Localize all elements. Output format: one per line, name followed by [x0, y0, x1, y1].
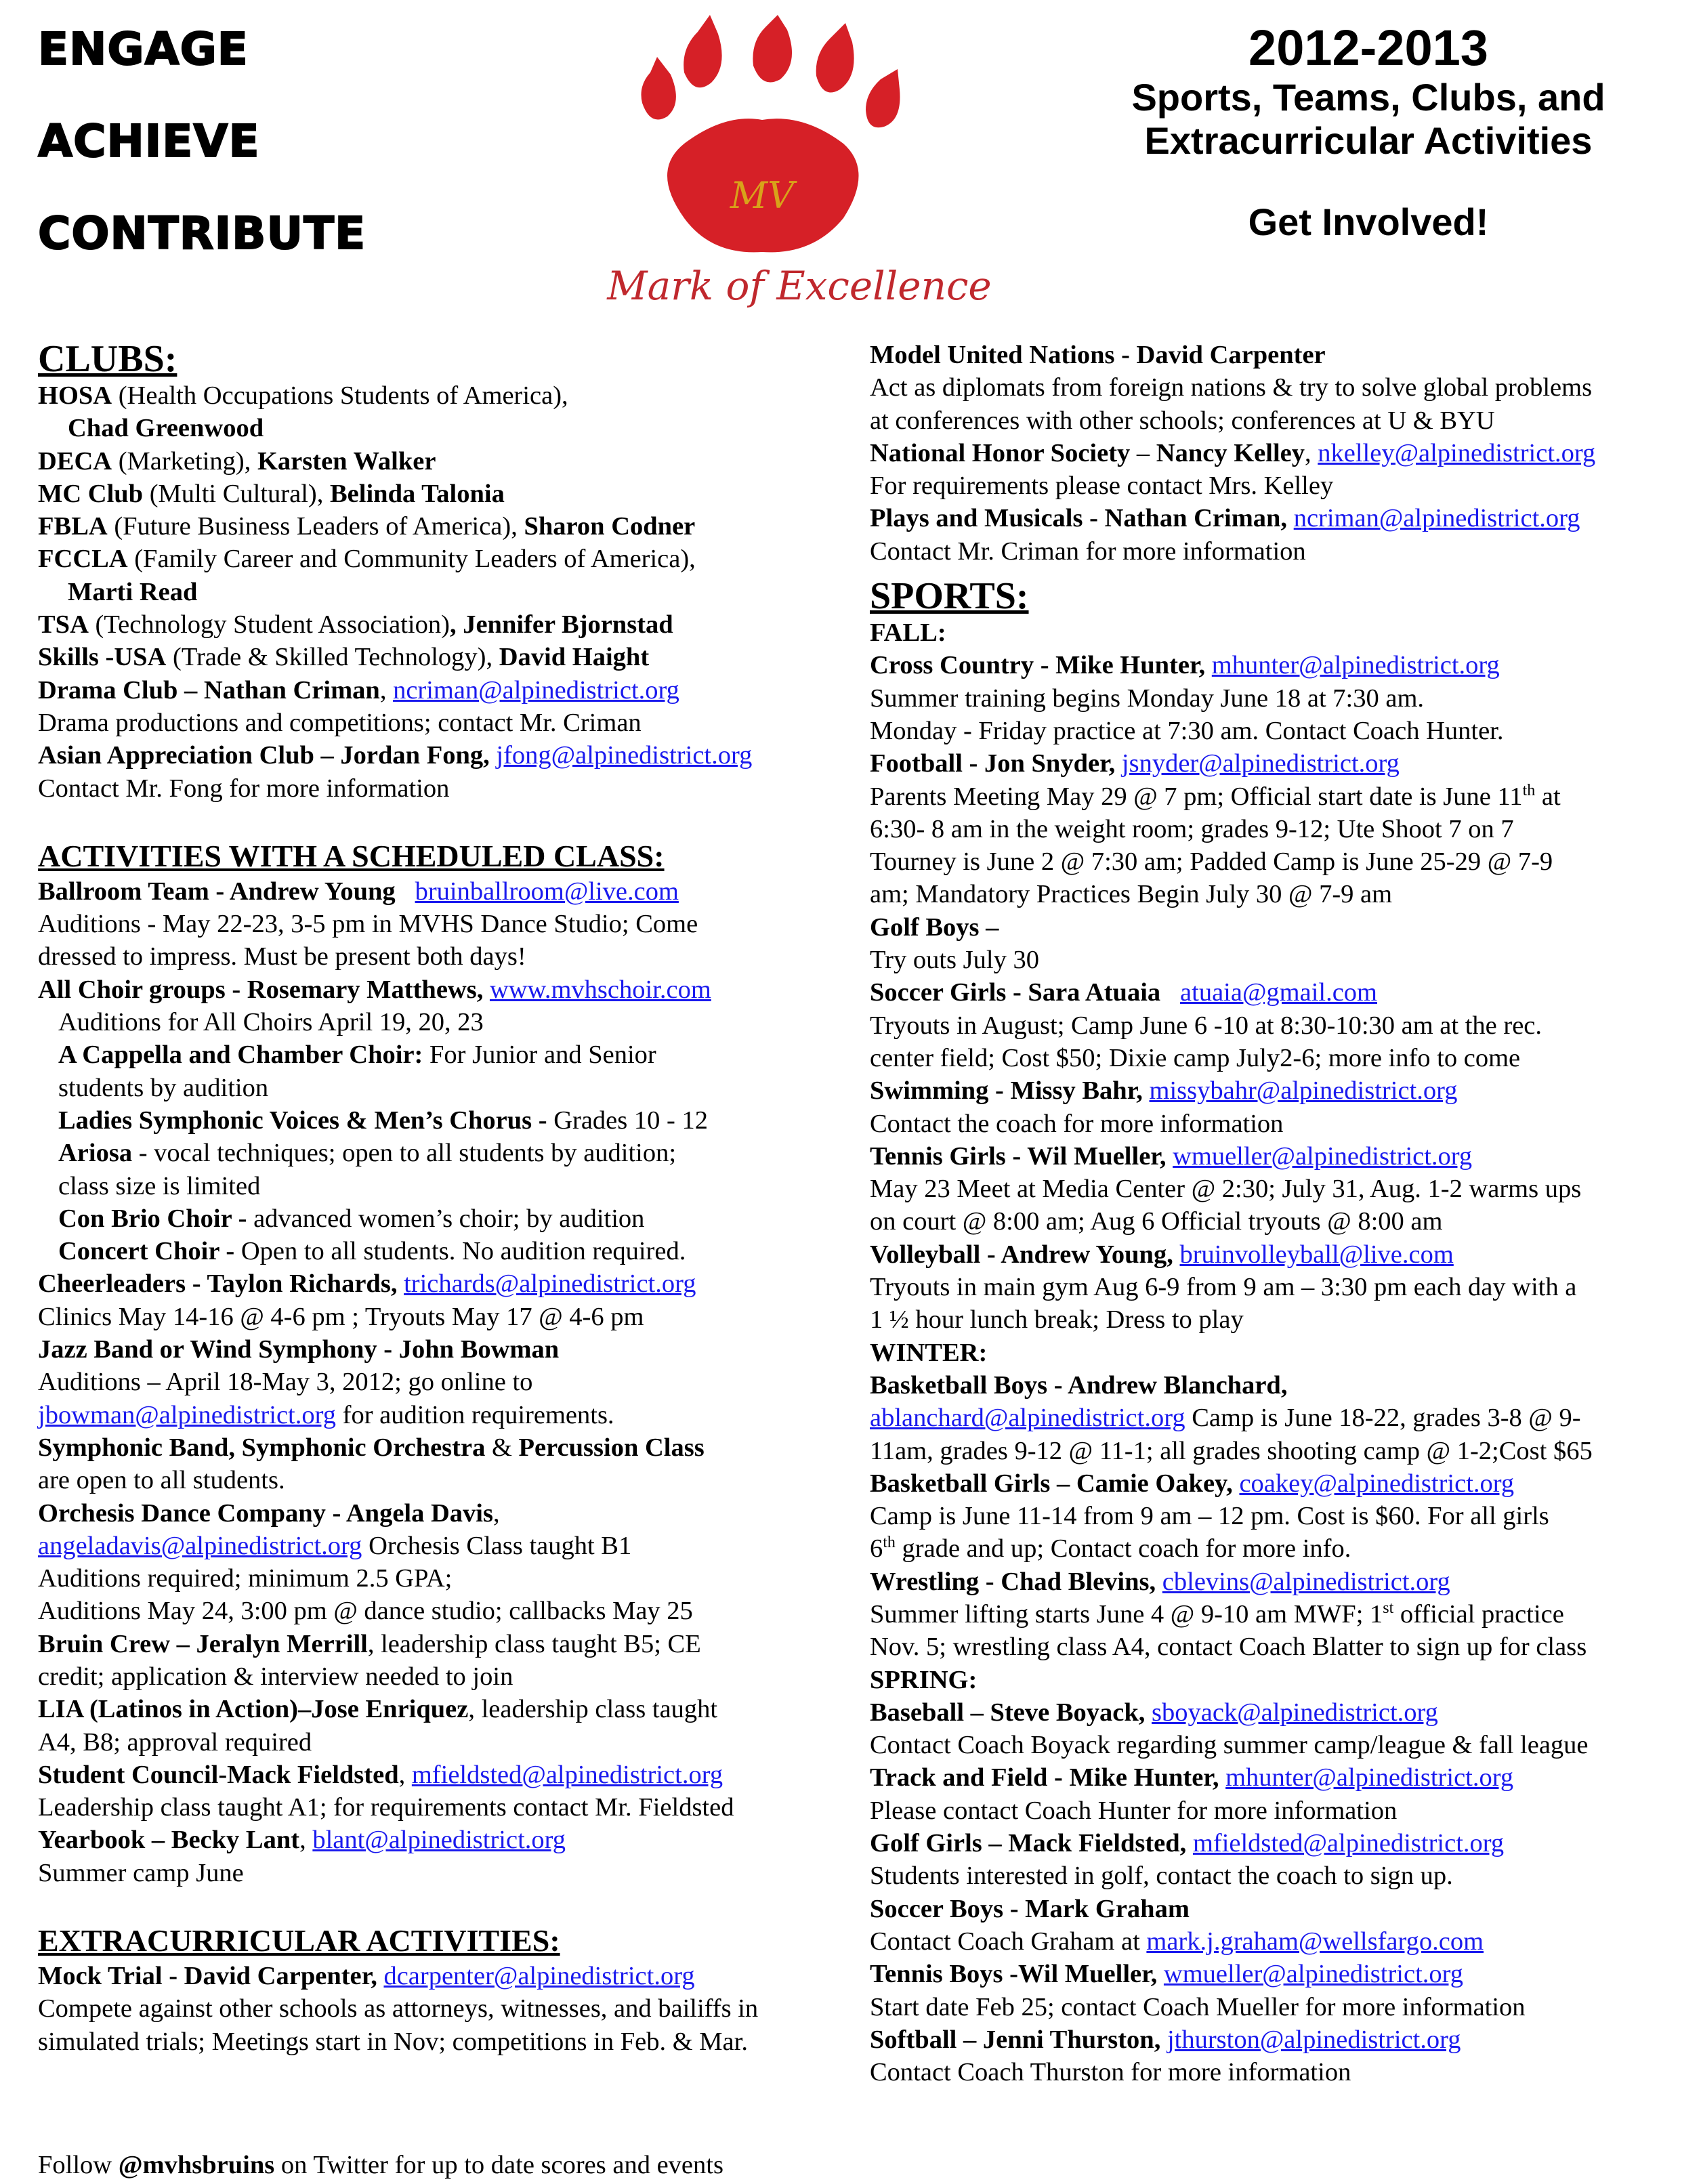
- sport-soccer-girls-l2: center field; Cost $50; Dixie camp July2-6; more info to come: [870, 1043, 1521, 1072]
- ext-mock: Mock Trial - David Carpenter, dcarpenter@alpinedistrict.org: [38, 1962, 695, 1991]
- sport-track: Track and Field - Mike Hunter, mhunter@alpinedistrict.org: [870, 1763, 1514, 1792]
- club-mc: MC Club (Multi Cultural), Belinda Talonia: [38, 479, 505, 508]
- act-band: Symphonic Band, Symphonic Orchestra & Percussion Class: [38, 1433, 705, 1462]
- act-lia: LIA (Latinos in Action)–Jose Enriquez, leadership class taught: [38, 1695, 718, 1724]
- club-asian: Asian Appreciation Club – Jordan Fong, jfong@alpinedistrict.org: [38, 741, 753, 770]
- doc-title-block: [1084, 20, 1653, 244]
- act-ariosa: Ariosa - vocal techniques; open to all students by audition;: [58, 1139, 677, 1168]
- sport-track-note: Please contact Coach Hunter for more information: [870, 1796, 1398, 1825]
- ext-nhs: National Honor Society – Nancy Kelley, nkelley@alpinedistrict.org: [870, 438, 1596, 467]
- sport-softball: Softball – Jenni Thurston, jthurston@alpinedistrict.org: [870, 2025, 1461, 2054]
- ballroom-email-link[interactable]: bruinballroom@live.com: [415, 877, 679, 906]
- soccer-boys-email-link[interactable]: mark.j.graham@wellsfargo.com: [1146, 1927, 1484, 1956]
- logo-caption: Mark of Excellence: [607, 263, 992, 309]
- sport-soccer-girls: Soccer Girls - Sara Atuaia atuaia@gmail.com: [870, 978, 1377, 1007]
- act-choir-auditions: Auditions for All Choirs April 19, 20, 23: [58, 1008, 484, 1037]
- ext-mun-l2: at conferences with other schools; conferences at U & BYU: [870, 406, 1495, 435]
- baseball-email-link[interactable]: sboyack@alpinedistrict.org: [1152, 1698, 1438, 1727]
- sport-soccer-girls-l1: Tryouts in August; Camp June 6 -10 at 8:30-10:30 am at the rec.: [870, 1011, 1542, 1040]
- sport-wrestling-l2: Nov. 5; wrestling class A4, contact Coach Blatter to sign up for class: [870, 1633, 1587, 1662]
- sport-golf-boys: Golf Boys –: [870, 912, 999, 942]
- council-email-link[interactable]: mfieldsted@alpinedistrict.org: [411, 1760, 723, 1789]
- season-spring: SPRING:: [870, 1665, 978, 1694]
- sport-softball-note: Contact Coach Thurston for more information: [870, 2058, 1351, 2087]
- act-cheer: Cheerleaders - Taylon Richards, trichards@alpinedistrict.org: [38, 1269, 696, 1299]
- season-winter: WINTER:: [870, 1338, 988, 1367]
- drama-email-link[interactable]: ncriman@alpinedistrict.org: [393, 675, 679, 705]
- act-band-note: are open to all students.: [38, 1466, 285, 1495]
- act-cappella: A Cappella and Chamber Choir: For Junior and Senior: [58, 1041, 656, 1070]
- sport-basketball-girls: Basketball Girls – Camie Oakey, coakey@alpinedistrict.org: [870, 1469, 1515, 1498]
- track-email-link[interactable]: mhunter@alpinedistrict.org: [1225, 1763, 1514, 1792]
- act-ladies: Ladies Symphonic Voices & Men’s Chorus - Grades 10 - 12: [58, 1106, 708, 1135]
- motto-engage: ENGAGE: [38, 23, 249, 75]
- act-ballroom-l1: Auditions - May 22-23, 3-5 pm in MVHS Dance Studio; Come: [38, 910, 698, 939]
- motto-contribute: CONTRIBUTE: [38, 207, 366, 259]
- year-title: 2012-2013: [1248, 20, 1488, 76]
- act-council-note: Leadership class taught A1; for requirements contact Mr. Fieldsted: [38, 1793, 734, 1822]
- club-fccla: FCCLA (Family Career and Community Leaders of America),: [38, 545, 696, 574]
- act-orchesis: Orchesis Dance Company - Angela Davis,: [38, 1498, 500, 1528]
- act-jazz: Jazz Band or Wind Symphony - John Bowman: [38, 1335, 560, 1364]
- asian-email-link[interactable]: jfong@alpinedistrict.org: [496, 741, 753, 770]
- act-crew-l2: credit; application & interview needed to join: [38, 1662, 513, 1691]
- club-drama: Drama Club – Nathan Criman, ncriman@alpinedistrict.org: [38, 675, 679, 705]
- sport-swimming-note: Contact the coach for more information: [870, 1109, 1284, 1138]
- golf-girls-email-link[interactable]: mfieldsted@alpinedistrict.org: [1192, 1829, 1505, 1858]
- club-hosa-advisor: Chad Greenwood: [68, 414, 264, 443]
- ext-plays: Plays and Musicals - Nathan Criman, ncriman@alpinedistrict.org: [870, 504, 1580, 533]
- yearbook-email-link[interactable]: blant@alpinedistrict.org: [312, 1826, 566, 1855]
- sport-tennis-girls-l1: May 23 Meet at Media Center @ 2:30; July 31, Aug. 1-2 warms ups: [870, 1175, 1582, 1204]
- ext-mock-l1: Compete against other schools as attorneys, witnesses, and bailiffs in: [38, 1994, 759, 2023]
- act-ballroom: Ballroom Team - Andrew Young bruinballroom@live.com: [38, 877, 679, 906]
- ext-mock-l2: simulated trials; Meetings start in Nov; competitions in Feb. & Mar.: [38, 2027, 748, 2056]
- twitter-handle: @mvhsbruins: [118, 2151, 275, 2179]
- tennis-girls-email-link[interactable]: wmueller@alpinedistrict.org: [1173, 1141, 1473, 1171]
- act-ballroom-l2: dressed to impress. Must be present both days!: [38, 942, 526, 971]
- plays-email-link[interactable]: ncriman@alpinedistrict.org: [1293, 504, 1580, 533]
- club-drama-note: Drama productions and competitions; contact Mr. Criman: [38, 708, 642, 737]
- sport-baseball: Baseball – Steve Boyack, sboyack@alpinedistrict.org: [870, 1698, 1438, 1727]
- act-orchesis-l1: angeladavis@alpinedistrict.org Orchesis Class taught B1: [38, 1531, 632, 1560]
- ext-mun: Model United Nations - David Carpenter: [870, 341, 1326, 369]
- xc-email-link[interactable]: mhunter@alpinedistrict.org: [1211, 651, 1500, 680]
- ext-mun-l1: Act as diplomats from foreign nations & try to solve global problems: [870, 373, 1593, 402]
- club-fccla-advisor: Marti Read: [68, 577, 198, 606]
- sport-football-l4: am; Mandatory Practices Begin July 30 @ 7-9 am: [870, 880, 1393, 909]
- activities-heading: ACTIVITIES WITH A SCHEDULED CLASS:: [38, 838, 665, 873]
- soccer-girls-email-link[interactable]: atuaia@gmail.com: [1180, 978, 1377, 1007]
- ext-plays-note: Contact Mr. Criman for more information: [870, 537, 1306, 566]
- basketball-girls-email-link[interactable]: coakey@alpinedistrict.org: [1239, 1469, 1515, 1498]
- season-fall: FALL:: [870, 618, 946, 648]
- act-cappella-l2: students by audition: [58, 1073, 269, 1102]
- act-jazz-l2: jbowman@alpinedistrict.org for audition requirements.: [38, 1400, 614, 1429]
- act-orchesis-l3: Auditions May 24, 3:00 pm @ dance studio; callbacks May 25: [38, 1597, 693, 1626]
- logo-initials: MV: [730, 174, 795, 217]
- left-column: [38, 339, 837, 2058]
- act-conbrio: Con Brio Choir - advanced women’s choir; by audition: [58, 1204, 645, 1233]
- sport-baseball-note: Contact Coach Boyack regarding summer camp/league & fall league: [870, 1731, 1589, 1760]
- subtitle-line-2: Extracurricular Activities: [1144, 119, 1593, 162]
- sport-xc-l1: Summer training begins Monday June 18 at 7:30 am.: [870, 684, 1425, 713]
- mock-email-link[interactable]: dcarpenter@alpinedistrict.org: [383, 1962, 695, 1991]
- sport-swimming: Swimming - Missy Bahr, missybahr@alpinedistrict.org: [870, 1076, 1458, 1106]
- jazz-email-link[interactable]: jbowman@alpinedistrict.org: [38, 1400, 336, 1429]
- sport-soccer-boys: Soccer Boys - Mark Graham: [870, 1894, 1190, 1923]
- motto-achieve: ACHIEVE: [38, 115, 260, 167]
- sports-heading: SPORTS:: [870, 575, 1029, 618]
- tennis-boys-email-link[interactable]: wmueller@alpinedistrict.org: [1163, 1960, 1464, 1989]
- act-concert: Concert Choir - Open to all students. No audition required.: [58, 1237, 686, 1266]
- basketball-boys-email-link[interactable]: ablanchard@alpinedistrict.org: [870, 1404, 1185, 1433]
- sport-wrestling: Wrestling - Chad Blevins, cblevins@alpinedistrict.org: [870, 1567, 1450, 1596]
- club-hosa: HOSA (Health Occupations Students of America),: [38, 381, 568, 410]
- subtitle-line-1: Sports, Teams, Clubs, and: [1131, 76, 1605, 119]
- ext-nhs-note: For requirements please contact Mrs. Kelley: [870, 471, 1334, 501]
- sport-tennis-boys-note: Start date Feb 25; contact Coach Mueller for more information: [870, 1992, 1526, 2021]
- orchesis-email-link[interactable]: angeladavis@alpinedistrict.org: [38, 1531, 362, 1560]
- sport-football-l3: Tourney is June 2 @ 7:30 am; Padded Camp is June 25-29 @ 7-9: [870, 847, 1553, 877]
- football-email-link[interactable]: jsnyder@alpinedistrict.org: [1121, 749, 1400, 778]
- choir-url-link[interactable]: www.mvhschoir.com: [489, 975, 711, 1004]
- softball-email-link[interactable]: jthurston@alpinedistrict.org: [1167, 2025, 1461, 2054]
- sport-tennis-girls: Tennis Girls - Wil Mueller, wmueller@alpinedistrict.org: [870, 1141, 1473, 1171]
- club-tsa: TSA (Technology Student Association), Jennifer Bjornstad: [38, 610, 673, 639]
- clubs-heading: CLUBS:: [38, 338, 177, 380]
- sport-golf-girls: Golf Girls – Mack Fieldsted, mfieldsted@alpinedistrict.org: [870, 1829, 1505, 1858]
- right-column: [870, 339, 1683, 2088]
- sport-xc: Cross Country - Mike Hunter, mhunter@alpinedistrict.org: [870, 651, 1500, 680]
- sport-soccer-boys-l1: Contact Coach Graham at mark.j.graham@wellsfargo.com: [870, 1927, 1484, 1956]
- act-council: Student Council-Mack Fieldsted, mfieldsted@alpinedistrict.org: [38, 1760, 723, 1789]
- sport-volleyball-l1: Tryouts in main gym Aug 6-9 from 9 am – 3:30 pm each day with a: [870, 1273, 1577, 1302]
- act-jazz-l1: Auditions – April 18-May 3, 2012; go online to: [38, 1368, 533, 1397]
- sport-golf-girls-note: Students interested in golf, contact the coach to sign up.: [870, 1862, 1453, 1891]
- act-yearbook-note: Summer camp June: [38, 1858, 244, 1887]
- act-crew: Bruin Crew – Jeralyn Merrill, leadership class taught B5; CE: [38, 1629, 701, 1658]
- act-lia-l2: A4, B8; approval required: [38, 1727, 312, 1757]
- club-skills-usa: Skills -USA (Trade & Skilled Technology), David Haight: [38, 643, 650, 672]
- act-choir: All Choir groups - Rosemary Matthews, www.mvhschoir.com: [38, 975, 711, 1004]
- sport-basketball-girls-l1: Camp is June 11-14 from 9 am – 12 pm. Cost is $60. For all girls: [870, 1502, 1549, 1531]
- sport-xc-l2: Monday - Friday practice at 7:30 am. Contact Coach Hunter.: [870, 716, 1504, 745]
- sport-volleyball-l2: 1 ½ hour lunch break; Dress to play: [870, 1305, 1244, 1335]
- act-ariosa-l2: class size is limited: [58, 1171, 261, 1200]
- swim-email-link[interactable]: missybahr@alpinedistrict.org: [1149, 1076, 1458, 1106]
- club-deca: DECA (Marketing), Karsten Walker: [38, 446, 436, 476]
- act-yearbook: Yearbook – Becky Lant, blant@alpinedistrict.org: [38, 1826, 566, 1855]
- club-asian-note: Contact Mr. Fong for more information: [38, 774, 450, 803]
- act-orchesis-l2: Auditions required; minimum 2.5 GPA;: [38, 1564, 453, 1593]
- sport-football: Football - Jon Snyder, jsnyder@alpinedistrict.org: [870, 749, 1400, 778]
- wrestling-email-link[interactable]: cblevins@alpinedistrict.org: [1162, 1567, 1450, 1596]
- motto: [38, 23, 366, 303]
- nhs-email-link[interactable]: nkelley@alpinedistrict.org: [1318, 438, 1596, 467]
- sport-volleyball: Volleyball - Andrew Young, bruinvolleyball@live.com: [870, 1240, 1454, 1269]
- sport-basketball-boys: Basketball Boys - Andrew Blanchard,: [870, 1370, 1288, 1400]
- club-fbla: FBLA (Future Business Leaders of America), Sharon Codner: [38, 512, 696, 541]
- paw-logo: [596, 15, 1030, 313]
- cheer-email-link[interactable]: trichards@alpinedistrict.org: [404, 1269, 696, 1299]
- extracurricular-heading: EXTRACURRICULAR ACTIVITIES:: [38, 1923, 560, 1958]
- volleyball-email-link[interactable]: bruinvolleyball@live.com: [1179, 1240, 1454, 1269]
- sport-tennis-boys: Tennis Boys -Wil Mueller, wmueller@alpinedistrict.org: [870, 1960, 1464, 1989]
- sport-basketball-boys-l1: ablanchard@alpinedistrict.org Camp is June 18-22, grades 3-8 @ 9-: [870, 1404, 1581, 1433]
- sport-wrestling-l1: Summer lifting starts June 4 @ 9-10 am MWF; 1st official practice: [870, 1599, 1564, 1629]
- sport-basketball-girls-l2: 6th grade and up; Contact coach for more info.: [870, 1534, 1351, 1563]
- sport-golf-boys-note: Try outs July 30: [870, 946, 1039, 975]
- sport-football-l1: Parents Meeting May 29 @ 7 pm; Official start date is June 11th at: [870, 781, 1561, 811]
- sport-football-l2: 6:30- 8 am in the weight room; grades 9-12; Ute Shoot 7 on 7: [870, 814, 1514, 843]
- sport-tennis-girls-l2: on court @ 8:00 am; Aug 6 Official tryouts @ 8:00 am: [870, 1207, 1443, 1236]
- footer-twitter: Follow @mvhsbruins on Twitter for up to date scores and events: [38, 2151, 723, 2179]
- tagline: Get Involved!: [1248, 201, 1489, 243]
- act-cheer-note: Clinics May 14-16 @ 4-6 pm ; Tryouts May 17 @ 4-6 pm: [38, 1302, 644, 1331]
- sport-basketball-boys-l2: 11am, grades 9-12 @ 11-1; all grades shooting camp @ 1-2;Cost $65: [870, 1436, 1593, 1465]
